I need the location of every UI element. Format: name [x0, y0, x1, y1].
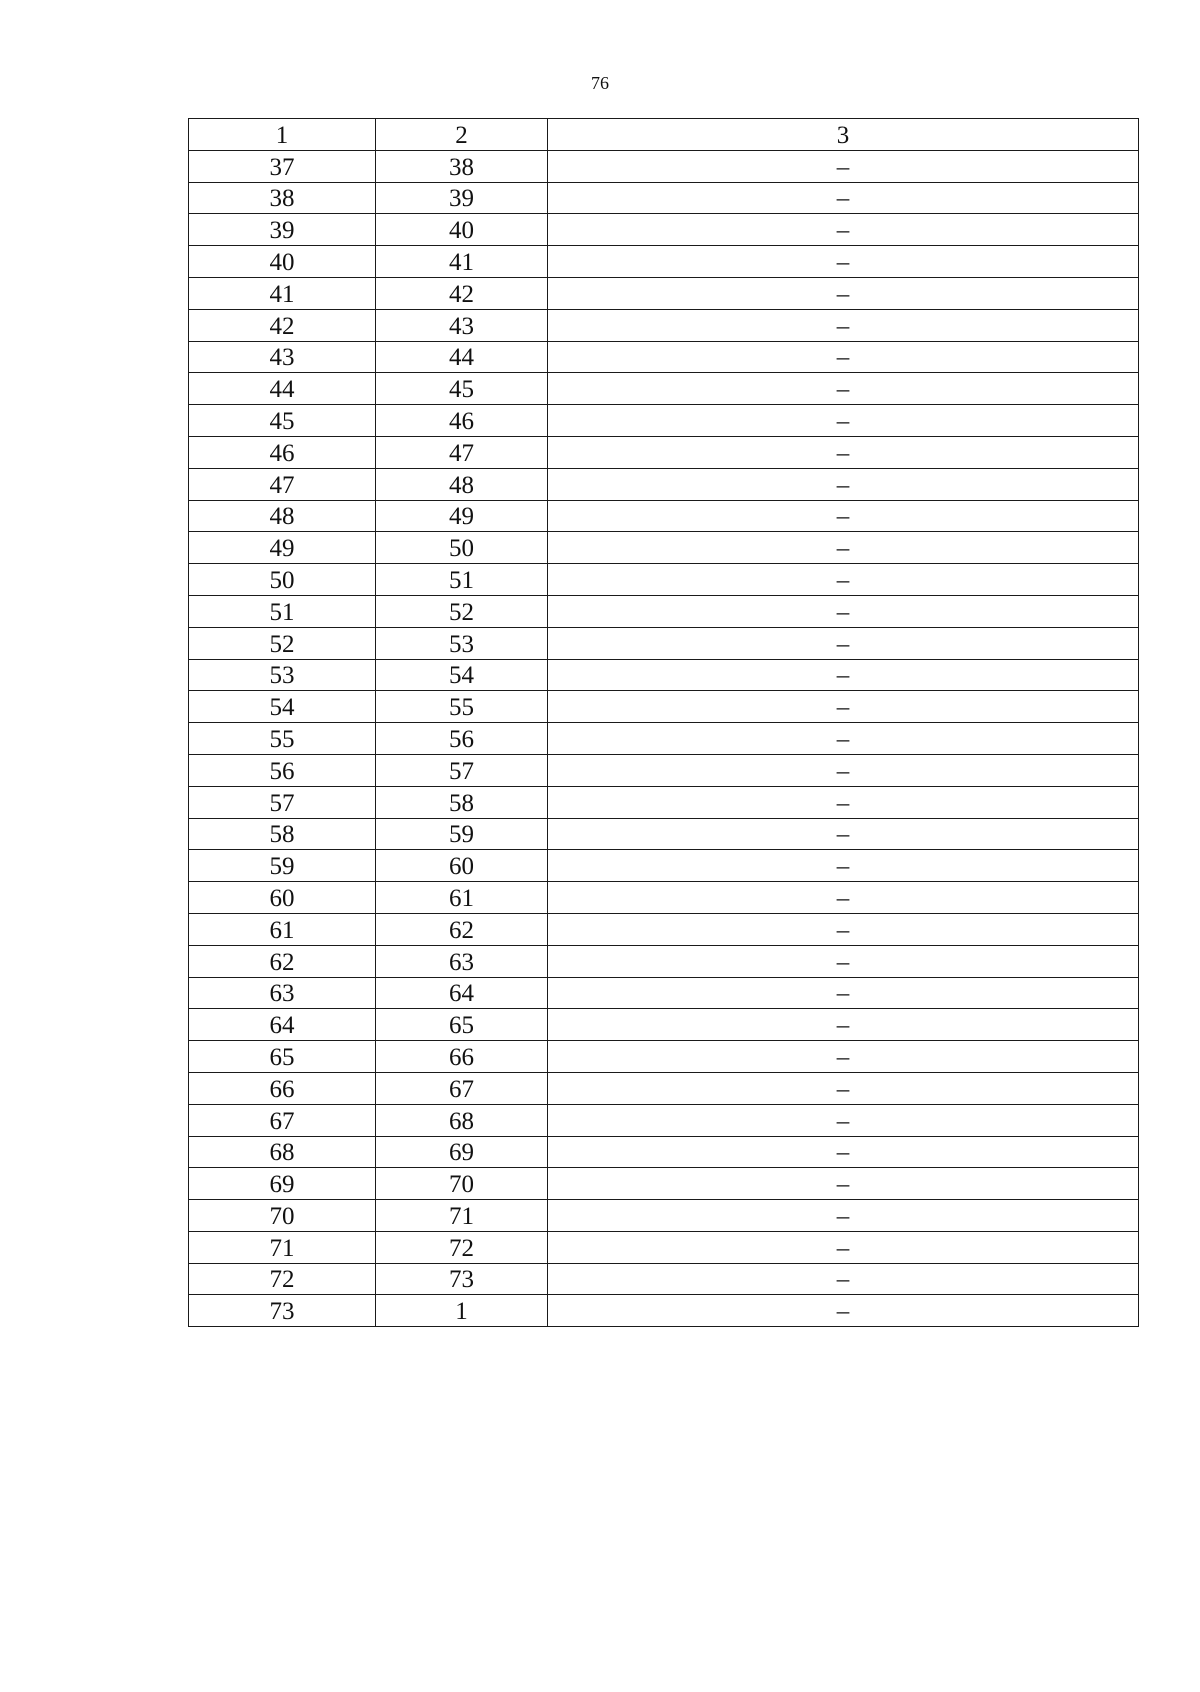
table-row	[189, 436, 1139, 468]
table-cell-col1: 37	[189, 150, 376, 182]
table-row	[189, 468, 1139, 500]
table-row	[189, 913, 1139, 945]
table-cell-col3: –	[548, 1009, 1139, 1041]
table-cell-col1: 61	[189, 913, 376, 945]
table-cell-col3: –	[548, 532, 1139, 564]
table-cell-col3: –	[548, 913, 1139, 945]
table-row	[189, 214, 1139, 246]
table-cell-col1: 47	[189, 468, 376, 500]
table-cell-col2: 58	[376, 786, 548, 818]
table-row	[189, 405, 1139, 437]
table-cell-col3: –	[548, 1295, 1139, 1327]
table-cell-col1: 62	[189, 945, 376, 977]
table-cell-col3: –	[548, 405, 1139, 437]
table-cell-col1: 68	[189, 1136, 376, 1168]
table-row	[189, 182, 1139, 214]
table-row	[189, 150, 1139, 182]
table-cell-col3: –	[548, 977, 1139, 1009]
table-cell-col2: 68	[376, 1104, 548, 1136]
table-row	[189, 786, 1139, 818]
table-cell-col2: 70	[376, 1168, 548, 1200]
table-row	[189, 627, 1139, 659]
table-row	[189, 1041, 1139, 1073]
table-cell-col2: 53	[376, 627, 548, 659]
table-cell-col3: –	[548, 754, 1139, 786]
table-cell-col2: 65	[376, 1009, 548, 1041]
table-cell-col3: –	[548, 246, 1139, 278]
table-cell-col1: 67	[189, 1104, 376, 1136]
table-cell-col3: –	[548, 373, 1139, 405]
table-cell-col3: –	[548, 786, 1139, 818]
table-cell-col2: 62	[376, 913, 548, 945]
table-row	[189, 945, 1139, 977]
table-row	[189, 659, 1139, 691]
table-cell-col1: 50	[189, 564, 376, 596]
table-row	[189, 850, 1139, 882]
table-cell-col2: 55	[376, 691, 548, 723]
table-cell-col1: 69	[189, 1168, 376, 1200]
table-cell-col2: 61	[376, 882, 548, 914]
table-cell-col1: 41	[189, 277, 376, 309]
table-cell-col1: 60	[189, 882, 376, 914]
table-cell-col2: 73	[376, 1263, 548, 1295]
table-row	[189, 309, 1139, 341]
table-row	[189, 1168, 1139, 1200]
table-cell-col3: –	[548, 341, 1139, 373]
table-cell-col1: 39	[189, 214, 376, 246]
table-cell-col1: 56	[189, 754, 376, 786]
table-cell-col1: 63	[189, 977, 376, 1009]
table-cell-col3: –	[548, 595, 1139, 627]
data-table	[188, 118, 1139, 1327]
table-cell-col2: 51	[376, 564, 548, 596]
table-row	[189, 246, 1139, 278]
table-cell-col2: 41	[376, 246, 548, 278]
table-row	[189, 1072, 1139, 1104]
table-cell-col3: –	[548, 1200, 1139, 1232]
table-cell-col1: 49	[189, 532, 376, 564]
table-cell-col3: –	[548, 818, 1139, 850]
table-cell-col3: –	[548, 627, 1139, 659]
table-cell-col2: 72	[376, 1231, 548, 1263]
table-cell-col2: 44	[376, 341, 548, 373]
table-cell-col3: –	[548, 277, 1139, 309]
table-row	[189, 1200, 1139, 1232]
table-row	[189, 1009, 1139, 1041]
table-cell-col3: –	[548, 945, 1139, 977]
table-cell-col2: 47	[376, 436, 548, 468]
table-cell-col2: 69	[376, 1136, 548, 1168]
table-cell-col3: –	[548, 723, 1139, 755]
table-cell-col2: 42	[376, 277, 548, 309]
table-cell-col3: –	[548, 1136, 1139, 1168]
table-row	[189, 691, 1139, 723]
table-row	[189, 595, 1139, 627]
table-cell-col1: 64	[189, 1009, 376, 1041]
table-row	[189, 977, 1139, 1009]
table-cell-col2: 48	[376, 468, 548, 500]
table-cell-col2: 39	[376, 182, 548, 214]
table-cell-col1: 45	[189, 405, 376, 437]
table-cell-col1: 53	[189, 659, 376, 691]
page-number: 76	[591, 73, 609, 93]
table-cell-col1: 71	[189, 1231, 376, 1263]
table-cell-col1: 55	[189, 723, 376, 755]
table-cell-col1: 58	[189, 818, 376, 850]
table-cell-col2: 57	[376, 754, 548, 786]
table-cell-col2: 67	[376, 1072, 548, 1104]
table-cell-col3: –	[548, 850, 1139, 882]
table-row	[189, 1104, 1139, 1136]
table-cell-col1: 72	[189, 1263, 376, 1295]
table-cell-col1: 48	[189, 500, 376, 532]
header-cell-col2: 2	[376, 119, 548, 151]
table-cell-col2: 50	[376, 532, 548, 564]
table-cell-col2: 60	[376, 850, 548, 882]
table-row	[189, 723, 1139, 755]
table-cell-col1: 65	[189, 1041, 376, 1073]
table-cell-col3: –	[548, 1263, 1139, 1295]
table-cell-col3: –	[548, 1168, 1139, 1200]
table-cell-col1: 59	[189, 850, 376, 882]
table-cell-col3: –	[548, 659, 1139, 691]
table-row	[189, 1136, 1139, 1168]
table-cell-col1: 70	[189, 1200, 376, 1232]
table-cell-col3: –	[548, 468, 1139, 500]
table-row	[189, 818, 1139, 850]
table-cell-col3: –	[548, 500, 1139, 532]
table-cell-col1: 73	[189, 1295, 376, 1327]
table-cell-col3: –	[548, 1072, 1139, 1104]
table-cell-col3: –	[548, 1104, 1139, 1136]
table-cell-col3: –	[548, 309, 1139, 341]
table-cell-col2: 40	[376, 214, 548, 246]
table-cell-col2: 38	[376, 150, 548, 182]
table-row	[189, 341, 1139, 373]
table-cell-col1: 40	[189, 246, 376, 278]
table-cell-col3: –	[548, 182, 1139, 214]
table-cell-col2: 45	[376, 373, 548, 405]
table-body	[189, 119, 1139, 1327]
table-row	[189, 277, 1139, 309]
table-row	[189, 500, 1139, 532]
table-cell-col1: 51	[189, 595, 376, 627]
table-cell-col2: 71	[376, 1200, 548, 1232]
table-row	[189, 882, 1139, 914]
table-cell-col1: 46	[189, 436, 376, 468]
table-cell-col3: –	[548, 564, 1139, 596]
table-row	[189, 532, 1139, 564]
table-cell-col2: 64	[376, 977, 548, 1009]
table-header-row	[189, 119, 1139, 151]
table-cell-col2: 52	[376, 595, 548, 627]
table-row	[189, 1231, 1139, 1263]
table-cell-col1: 57	[189, 786, 376, 818]
table-cell-col2: 66	[376, 1041, 548, 1073]
header-cell-col1: 1	[189, 119, 376, 151]
table-cell-col2: 46	[376, 405, 548, 437]
table-cell-col1: 43	[189, 341, 376, 373]
table-row	[189, 564, 1139, 596]
table-cell-col3: –	[548, 436, 1139, 468]
table-row	[189, 754, 1139, 786]
table-cell-col1: 66	[189, 1072, 376, 1104]
table-cell-col3: –	[548, 1041, 1139, 1073]
table-cell-col1: 54	[189, 691, 376, 723]
table-row	[189, 1263, 1139, 1295]
table-cell-col2: 1	[376, 1295, 548, 1327]
header-cell-col3: 3	[548, 119, 1139, 151]
table-cell-col2: 63	[376, 945, 548, 977]
table-row	[189, 1295, 1139, 1327]
table-cell-col1: 38	[189, 182, 376, 214]
table-cell-col1: 44	[189, 373, 376, 405]
table-cell-col3: –	[548, 1231, 1139, 1263]
table-cell-col3: –	[548, 882, 1139, 914]
table-cell-col3: –	[548, 214, 1139, 246]
table-cell-col1: 52	[189, 627, 376, 659]
table-cell-col3: –	[548, 150, 1139, 182]
table-cell-col1: 42	[189, 309, 376, 341]
table-cell-col2: 43	[376, 309, 548, 341]
table-cell-col2: 54	[376, 659, 548, 691]
table-cell-col2: 56	[376, 723, 548, 755]
table-cell-col2: 49	[376, 500, 548, 532]
table-row	[189, 373, 1139, 405]
table-cell-col2: 59	[376, 818, 548, 850]
table-cell-col3: –	[548, 691, 1139, 723]
